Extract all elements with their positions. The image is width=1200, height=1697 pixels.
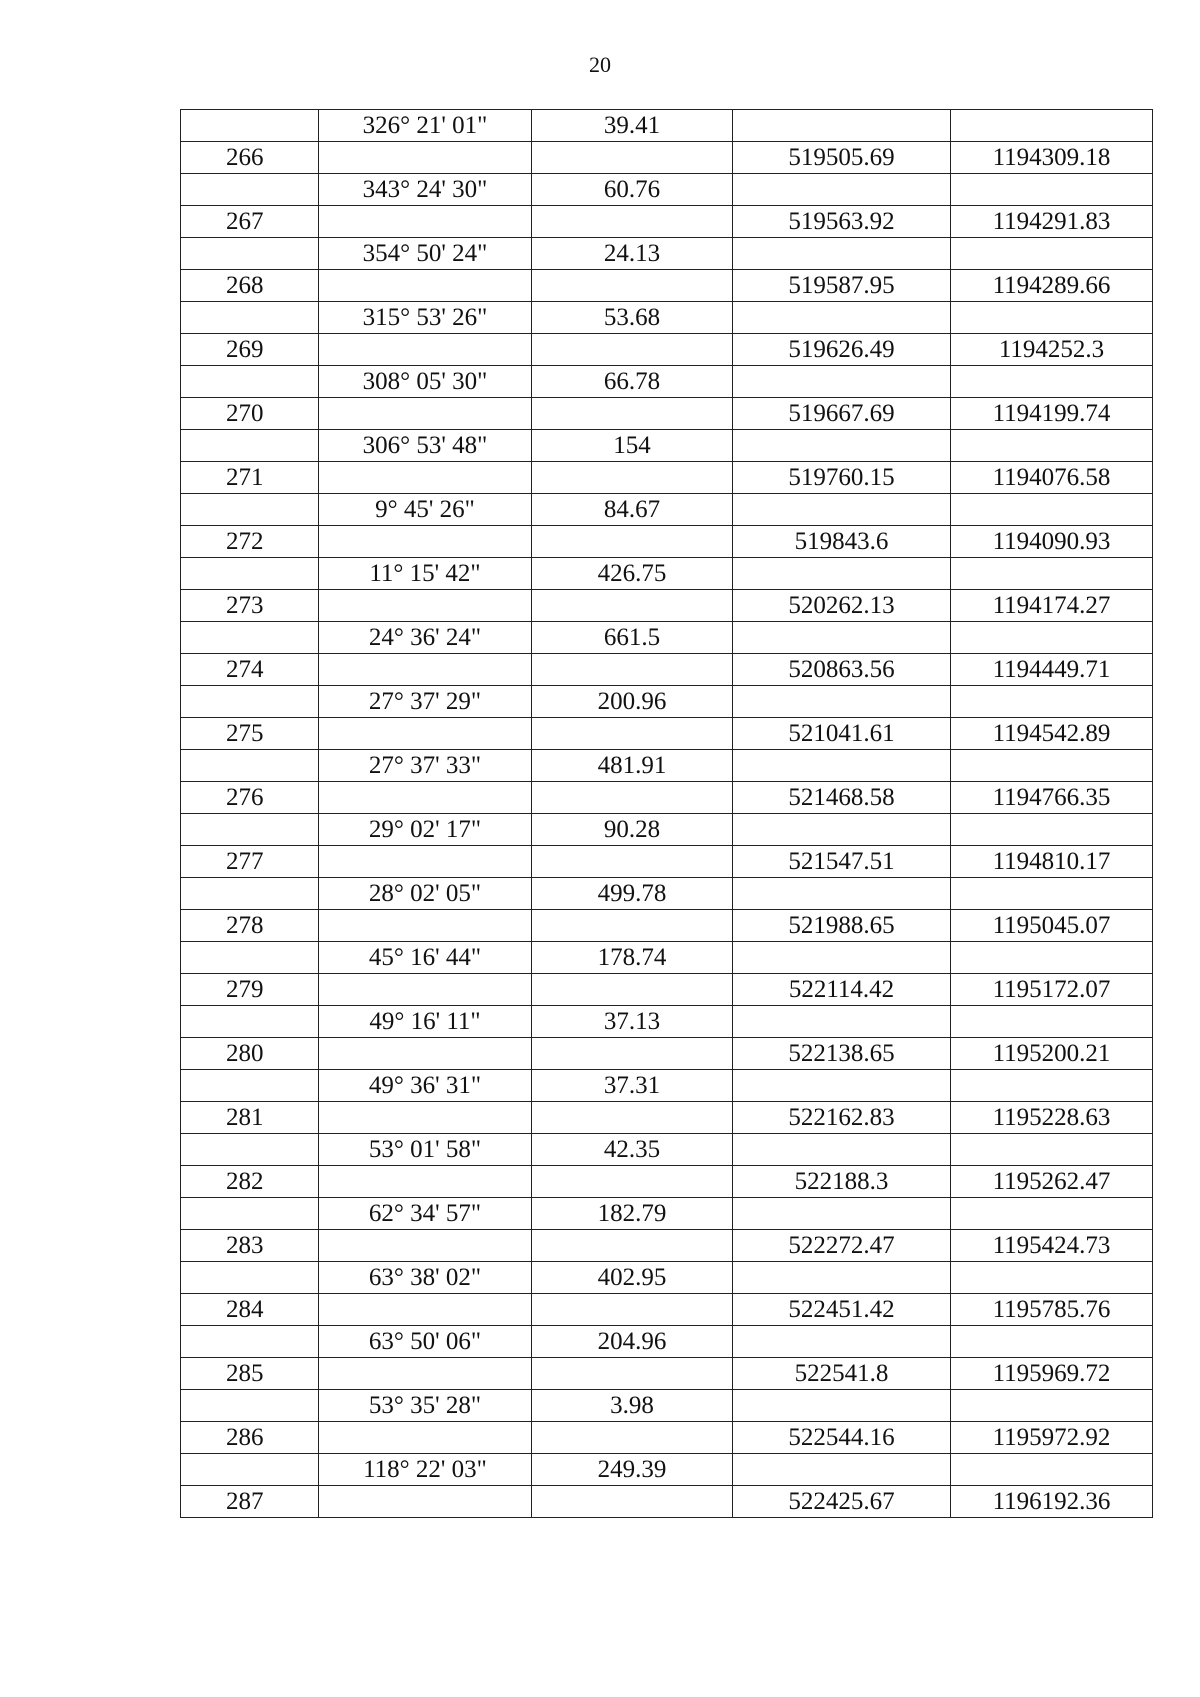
northing-cell: 522451.42 — [733, 1294, 951, 1326]
empty-cell — [181, 1198, 319, 1230]
empty-cell — [951, 302, 1153, 334]
empty-cell — [951, 238, 1153, 270]
bearing-cell: 315° 53' 26" — [319, 302, 532, 334]
point-id-cell: 270 — [181, 398, 319, 430]
page-number: 20 — [589, 52, 611, 77]
empty-cell — [733, 302, 951, 334]
northing-cell: 521468.58 — [733, 782, 951, 814]
empty-cell — [319, 462, 532, 494]
empty-cell — [319, 270, 532, 302]
point-row — [181, 1102, 1153, 1134]
easting-cell: 1194309.18 — [951, 142, 1153, 174]
point-id-cell: 277 — [181, 846, 319, 878]
empty-cell — [733, 1262, 951, 1294]
empty-cell — [319, 718, 532, 750]
empty-cell — [733, 238, 951, 270]
point-id-cell: 269 — [181, 334, 319, 366]
empty-cell — [181, 558, 319, 590]
empty-cell — [181, 1454, 319, 1486]
empty-cell — [181, 1134, 319, 1166]
segment-row — [181, 494, 1153, 526]
empty-cell — [733, 558, 951, 590]
empty-cell — [181, 430, 319, 462]
point-id-cell: 266 — [181, 142, 319, 174]
empty-cell — [951, 1198, 1153, 1230]
empty-cell — [319, 1038, 532, 1070]
empty-cell — [733, 1006, 951, 1038]
bearing-cell: 343° 24' 30" — [319, 174, 532, 206]
empty-cell — [319, 1422, 532, 1454]
distance-cell: 90.28 — [532, 814, 733, 846]
empty-cell — [319, 974, 532, 1006]
distance-cell: 499.78 — [532, 878, 733, 910]
segment-row — [181, 1070, 1153, 1102]
empty-cell — [532, 334, 733, 366]
empty-cell — [951, 1326, 1153, 1358]
easting-cell: 1194199.74 — [951, 398, 1153, 430]
northing-cell: 519505.69 — [733, 142, 951, 174]
segment-row — [181, 686, 1153, 718]
empty-cell — [532, 1230, 733, 1262]
empty-cell — [951, 1454, 1153, 1486]
empty-cell — [733, 1326, 951, 1358]
empty-cell — [532, 846, 733, 878]
bearing-cell: 49° 16' 11" — [319, 1006, 532, 1038]
bearing-cell: 326° 21' 01" — [319, 110, 532, 142]
point-id-cell: 279 — [181, 974, 319, 1006]
segment-row — [181, 942, 1153, 974]
bearing-cell: 308° 05' 30" — [319, 366, 532, 398]
distance-cell: 84.67 — [532, 494, 733, 526]
bearing-cell: 118° 22' 03" — [319, 1454, 532, 1486]
easting-cell: 1194174.27 — [951, 590, 1153, 622]
easting-cell: 1195228.63 — [951, 1102, 1153, 1134]
empty-cell — [951, 494, 1153, 526]
empty-cell — [181, 366, 319, 398]
empty-cell — [733, 814, 951, 846]
bearing-cell: 63° 38' 02" — [319, 1262, 532, 1294]
empty-cell — [733, 1134, 951, 1166]
empty-cell — [319, 398, 532, 430]
distance-cell: 182.79 — [532, 1198, 733, 1230]
empty-cell — [532, 1038, 733, 1070]
empty-cell — [951, 942, 1153, 974]
easting-cell: 1195172.07 — [951, 974, 1153, 1006]
empty-cell — [532, 974, 733, 1006]
empty-cell — [319, 910, 532, 942]
empty-cell — [733, 1070, 951, 1102]
empty-cell — [181, 814, 319, 846]
northing-cell: 519626.49 — [733, 334, 951, 366]
point-row — [181, 462, 1153, 494]
segment-row — [181, 1390, 1153, 1422]
empty-cell — [532, 590, 733, 622]
distance-cell: 402.95 — [532, 1262, 733, 1294]
point-row — [181, 206, 1153, 238]
empty-cell — [733, 174, 951, 206]
point-row — [181, 1358, 1153, 1390]
point-row — [181, 1422, 1153, 1454]
point-id-cell: 284 — [181, 1294, 319, 1326]
easting-cell: 1195424.73 — [951, 1230, 1153, 1262]
easting-cell: 1195200.21 — [951, 1038, 1153, 1070]
empty-cell — [319, 1102, 532, 1134]
northing-cell: 519563.92 — [733, 206, 951, 238]
point-row — [181, 1038, 1153, 1070]
bearing-cell: 28° 02' 05" — [319, 878, 532, 910]
bearing-cell: 45° 16' 44" — [319, 942, 532, 974]
empty-cell — [733, 1390, 951, 1422]
empty-cell — [733, 942, 951, 974]
empty-cell — [532, 1422, 733, 1454]
empty-cell — [319, 526, 532, 558]
easting-cell: 1194810.17 — [951, 846, 1153, 878]
empty-cell — [951, 1390, 1153, 1422]
empty-cell — [951, 750, 1153, 782]
empty-cell — [319, 1486, 532, 1518]
empty-cell — [181, 238, 319, 270]
empty-cell — [532, 782, 733, 814]
easting-cell: 1194090.93 — [951, 526, 1153, 558]
empty-cell — [532, 1166, 733, 1198]
empty-cell — [181, 302, 319, 334]
empty-cell — [951, 366, 1153, 398]
point-row — [181, 1166, 1153, 1198]
empty-cell — [733, 110, 951, 142]
northing-cell: 522138.65 — [733, 1038, 951, 1070]
point-id-cell: 272 — [181, 526, 319, 558]
segment-row — [181, 430, 1153, 462]
segment-row — [181, 238, 1153, 270]
empty-cell — [532, 1102, 733, 1134]
segment-row — [181, 1006, 1153, 1038]
empty-cell — [319, 1358, 532, 1390]
point-id-cell: 274 — [181, 654, 319, 686]
distance-cell: 37.31 — [532, 1070, 733, 1102]
easting-cell: 1195969.72 — [951, 1358, 1153, 1390]
point-row — [181, 142, 1153, 174]
distance-cell: 200.96 — [532, 686, 733, 718]
point-row — [181, 718, 1153, 750]
empty-cell — [319, 142, 532, 174]
point-id-cell: 282 — [181, 1166, 319, 1198]
bearing-cell: 62° 34' 57" — [319, 1198, 532, 1230]
empty-cell — [951, 1134, 1153, 1166]
segment-row — [181, 622, 1153, 654]
point-id-cell: 287 — [181, 1486, 319, 1518]
point-id-cell: 271 — [181, 462, 319, 494]
empty-cell — [733, 366, 951, 398]
empty-cell — [951, 878, 1153, 910]
empty-cell — [532, 142, 733, 174]
empty-cell — [319, 1230, 532, 1262]
easting-cell: 1194449.71 — [951, 654, 1153, 686]
point-id-cell: 278 — [181, 910, 319, 942]
empty-cell — [181, 878, 319, 910]
bearing-cell: 306° 53' 48" — [319, 430, 532, 462]
empty-cell — [951, 1262, 1153, 1294]
point-row — [181, 654, 1153, 686]
empty-cell — [951, 558, 1153, 590]
segment-row — [181, 1198, 1153, 1230]
segment-row — [181, 814, 1153, 846]
coordinate-table-body — [181, 110, 1153, 1518]
easting-cell: 1194289.66 — [951, 270, 1153, 302]
distance-cell: 24.13 — [532, 238, 733, 270]
point-row — [181, 910, 1153, 942]
empty-cell — [319, 590, 532, 622]
bearing-cell: 354° 50' 24" — [319, 238, 532, 270]
northing-cell: 520863.56 — [733, 654, 951, 686]
empty-cell — [181, 942, 319, 974]
point-id-cell: 276 — [181, 782, 319, 814]
distance-cell: 60.76 — [532, 174, 733, 206]
empty-cell — [181, 686, 319, 718]
segment-row — [181, 1454, 1153, 1486]
point-id-cell: 283 — [181, 1230, 319, 1262]
northing-cell: 520262.13 — [733, 590, 951, 622]
distance-cell: 42.35 — [532, 1134, 733, 1166]
point-id-cell: 267 — [181, 206, 319, 238]
easting-cell: 1194766.35 — [951, 782, 1153, 814]
northing-cell: 522114.42 — [733, 974, 951, 1006]
easting-cell: 1194542.89 — [951, 718, 1153, 750]
segment-row — [181, 174, 1153, 206]
empty-cell — [733, 1454, 951, 1486]
empty-cell — [181, 1326, 319, 1358]
northing-cell: 521988.65 — [733, 910, 951, 942]
point-id-cell: 273 — [181, 590, 319, 622]
northing-cell: 519587.95 — [733, 270, 951, 302]
bearing-cell: 53° 01' 58" — [319, 1134, 532, 1166]
empty-cell — [532, 270, 733, 302]
empty-cell — [319, 1166, 532, 1198]
point-id-cell: 285 — [181, 1358, 319, 1390]
segment-row — [181, 558, 1153, 590]
segment-row — [181, 366, 1153, 398]
coordinate-table — [180, 109, 1153, 1518]
easting-cell: 1194252.3 — [951, 334, 1153, 366]
empty-cell — [951, 1006, 1153, 1038]
empty-cell — [733, 494, 951, 526]
northing-cell: 519667.69 — [733, 398, 951, 430]
northing-cell: 522272.47 — [733, 1230, 951, 1262]
empty-cell — [951, 430, 1153, 462]
segment-row — [181, 1326, 1153, 1358]
point-id-cell: 281 — [181, 1102, 319, 1134]
point-id-cell: 286 — [181, 1422, 319, 1454]
empty-cell — [532, 206, 733, 238]
bearing-cell: 11° 15' 42" — [319, 558, 532, 590]
empty-cell — [181, 1390, 319, 1422]
point-row — [181, 398, 1153, 430]
northing-cell: 521547.51 — [733, 846, 951, 878]
northing-cell: 522544.16 — [733, 1422, 951, 1454]
northing-cell: 522188.3 — [733, 1166, 951, 1198]
distance-cell: 661.5 — [532, 622, 733, 654]
point-row — [181, 782, 1153, 814]
empty-cell — [951, 814, 1153, 846]
easting-cell: 1196192.36 — [951, 1486, 1153, 1518]
empty-cell — [319, 782, 532, 814]
empty-cell — [733, 430, 951, 462]
empty-cell — [532, 654, 733, 686]
distance-cell: 204.96 — [532, 1326, 733, 1358]
empty-cell — [181, 750, 319, 782]
distance-cell: 249.39 — [532, 1454, 733, 1486]
empty-cell — [951, 622, 1153, 654]
distance-cell: 39.41 — [532, 110, 733, 142]
empty-cell — [181, 1262, 319, 1294]
bearing-cell: 27° 37' 29" — [319, 686, 532, 718]
easting-cell: 1195972.92 — [951, 1422, 1153, 1454]
easting-cell: 1195045.07 — [951, 910, 1153, 942]
empty-cell — [181, 494, 319, 526]
distance-cell: 3.98 — [532, 1390, 733, 1422]
empty-cell — [319, 1294, 532, 1326]
empty-cell — [319, 206, 532, 238]
empty-cell — [181, 1006, 319, 1038]
empty-cell — [532, 1486, 733, 1518]
point-row — [181, 1230, 1153, 1262]
empty-cell — [532, 1358, 733, 1390]
bearing-cell: 9° 45' 26" — [319, 494, 532, 526]
easting-cell: 1194076.58 — [951, 462, 1153, 494]
bearing-cell: 24° 36' 24" — [319, 622, 532, 654]
empty-cell — [532, 910, 733, 942]
empty-cell — [733, 686, 951, 718]
empty-cell — [733, 750, 951, 782]
empty-cell — [181, 110, 319, 142]
easting-cell: 1195785.76 — [951, 1294, 1153, 1326]
empty-cell — [733, 878, 951, 910]
empty-cell — [319, 846, 532, 878]
empty-cell — [532, 398, 733, 430]
distance-cell: 37.13 — [532, 1006, 733, 1038]
empty-cell — [532, 526, 733, 558]
northing-cell: 522162.83 — [733, 1102, 951, 1134]
northing-cell: 522425.67 — [733, 1486, 951, 1518]
point-row — [181, 526, 1153, 558]
segment-row — [181, 1262, 1153, 1294]
empty-cell — [319, 334, 532, 366]
empty-cell — [532, 718, 733, 750]
point-row — [181, 334, 1153, 366]
empty-cell — [181, 622, 319, 654]
point-row — [181, 846, 1153, 878]
segment-row — [181, 302, 1153, 334]
point-row — [181, 974, 1153, 1006]
bearing-cell: 29° 02' 17" — [319, 814, 532, 846]
easting-cell: 1195262.47 — [951, 1166, 1153, 1198]
empty-cell — [181, 1070, 319, 1102]
empty-cell — [951, 110, 1153, 142]
empty-cell — [951, 1070, 1153, 1102]
northing-cell: 522541.8 — [733, 1358, 951, 1390]
bearing-cell: 27° 37' 33" — [319, 750, 532, 782]
point-id-cell: 280 — [181, 1038, 319, 1070]
point-row — [181, 590, 1153, 622]
empty-cell — [532, 1294, 733, 1326]
bearing-cell: 63° 50' 06" — [319, 1326, 532, 1358]
segment-row — [181, 878, 1153, 910]
distance-cell: 154 — [532, 430, 733, 462]
empty-cell — [181, 174, 319, 206]
empty-cell — [319, 654, 532, 686]
point-id-cell: 268 — [181, 270, 319, 302]
easting-cell: 1194291.83 — [951, 206, 1153, 238]
distance-cell: 178.74 — [532, 942, 733, 974]
empty-cell — [733, 622, 951, 654]
point-row — [181, 270, 1153, 302]
northing-cell: 519760.15 — [733, 462, 951, 494]
empty-cell — [733, 1198, 951, 1230]
segment-row — [181, 110, 1153, 142]
point-row — [181, 1294, 1153, 1326]
northing-cell: 521041.61 — [733, 718, 951, 750]
empty-cell — [532, 462, 733, 494]
distance-cell: 53.68 — [532, 302, 733, 334]
bearing-cell: 49° 36' 31" — [319, 1070, 532, 1102]
point-id-cell: 275 — [181, 718, 319, 750]
empty-cell — [951, 174, 1153, 206]
distance-cell: 66.78 — [532, 366, 733, 398]
distance-cell: 426.75 — [532, 558, 733, 590]
bearing-cell: 53° 35' 28" — [319, 1390, 532, 1422]
segment-row — [181, 1134, 1153, 1166]
distance-cell: 481.91 — [532, 750, 733, 782]
empty-cell — [951, 686, 1153, 718]
segment-row — [181, 750, 1153, 782]
northing-cell: 519843.6 — [733, 526, 951, 558]
point-row — [181, 1486, 1153, 1518]
